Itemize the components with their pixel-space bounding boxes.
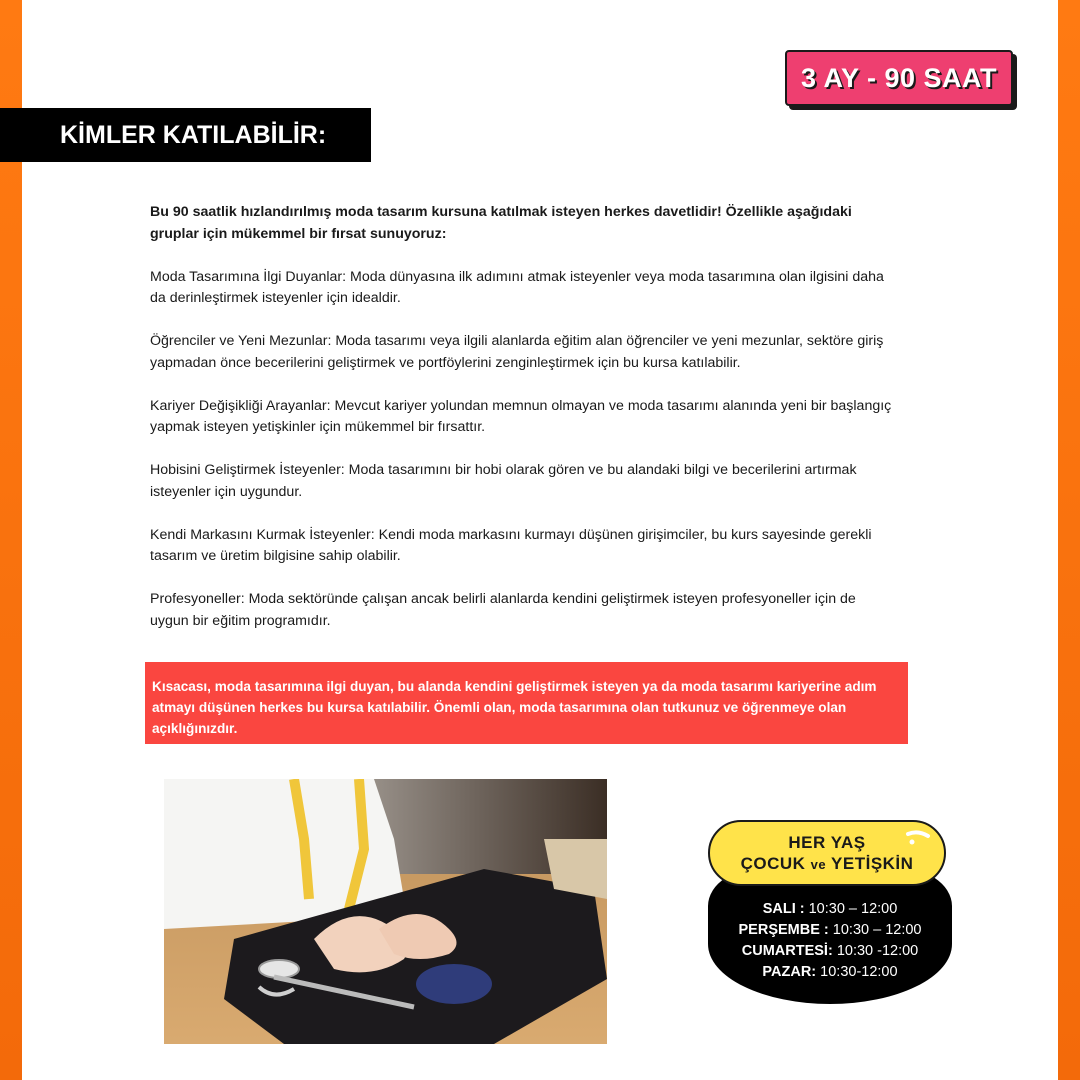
summary-box: Kısacası, moda tasarımına ilgi duyan, bu alanda kendini geliştirmek isteyen ya da moda tasarımı kariyerine adım atmayı düşünen herkes bu kursa katılabilir. Önemli olan, moda tasarımına olan tutkunuz ve öğrenmeye olan açıklığınızdır. bbox=[145, 662, 908, 744]
duration-badge: 3 AY - 90 SAAT bbox=[785, 50, 1013, 106]
schedule-day: PERŞEMBE : bbox=[738, 922, 829, 938]
left-orange-bar bbox=[0, 0, 22, 1080]
age-adult-label: YETİŞKİN bbox=[831, 853, 914, 873]
schedule-row bbox=[708, 962, 952, 983]
group-item: Öğrenciler ve Yeni Mezunlar: Moda tasarımı veya ilgili alanlarda eğitim alan öğrenciler ve yeni mezunlar, sektöre giriş yapmadan önce becerilerini geliştirmek ve portföylerini zenginleştirmek için bu kursa katılabilir. bbox=[150, 333, 884, 371]
group-item: Kariyer Değişikliği Arayanlar: Mevcut kariyer yolundan memnun olmayan ve moda tasarımı alanında yeni bir başlangıç yapmak isteyen yetişkinler için mükemmel bir fırsattır. bbox=[150, 397, 892, 435]
age-line-groups bbox=[741, 853, 914, 875]
schedule-time: 10:30 -12:00 bbox=[836, 943, 919, 959]
schedule-time: 10:30 – 12:00 bbox=[832, 922, 922, 938]
section-header: KİMLER KATILABİLİR: bbox=[0, 108, 371, 162]
age-child-label: ÇOCUK bbox=[740, 853, 806, 873]
right-orange-bar bbox=[1058, 0, 1080, 1080]
intro-text: Bu 90 saatlik hızlandırılmış moda tasarım kursuna katılmak isteyen herkes davetlidir! Özellikle aşağıdaki gruplar için mükemmel bir fırsat sunuyoruz: bbox=[150, 204, 852, 242]
group-item: Kendi Markasını Kurmak İsteyenler: Kendi moda markasını kurmayı düşünen girişimciler, bu kurs sayesinde gerekli tasarım ve üretim bilgisine sahip olabilir. bbox=[150, 526, 872, 564]
schedule-time: 10:30-12:00 bbox=[820, 964, 898, 980]
schedule-row bbox=[708, 920, 952, 941]
schedule-row bbox=[708, 899, 952, 920]
group-item: Profesyoneller: Moda sektöründe çalışan ancak belirli alanlarda kendini geliştirmek isteyen profesyoneller için de uygun bir eğitim programıdır. bbox=[150, 591, 856, 629]
schedule-day: PAZAR: bbox=[762, 964, 817, 980]
sparkle-icon bbox=[904, 828, 934, 850]
sewing-photo bbox=[164, 779, 607, 1044]
group-item: Hobisini Geliştirmek İsteyenler: Moda tasarımını bir hobi olarak gören ve bu alandaki bilgi ve becerilerini artırmak isteyenler için uygundur. bbox=[150, 462, 857, 500]
age-badge bbox=[708, 820, 946, 886]
content-body bbox=[150, 202, 895, 654]
schedule-card bbox=[708, 866, 952, 1004]
sewing-photo-illustration bbox=[164, 779, 607, 1044]
age-and-label: ve bbox=[810, 856, 827, 872]
schedule-day: CUMARTESİ: bbox=[741, 943, 833, 959]
schedule-day: SALI : bbox=[762, 901, 805, 917]
age-line-all: HER YAŞ bbox=[788, 832, 866, 852]
schedule-time: 10:30 – 12:00 bbox=[808, 901, 898, 917]
schedule-row bbox=[708, 941, 952, 962]
group-item: Moda Tasarımına İlgi Duyanlar: Moda dünyasına ilk adımını atmak isteyenler veya moda tasarımına olan ilgisini daha da derinleştirmek isteyenler için idealdir. bbox=[150, 268, 884, 306]
